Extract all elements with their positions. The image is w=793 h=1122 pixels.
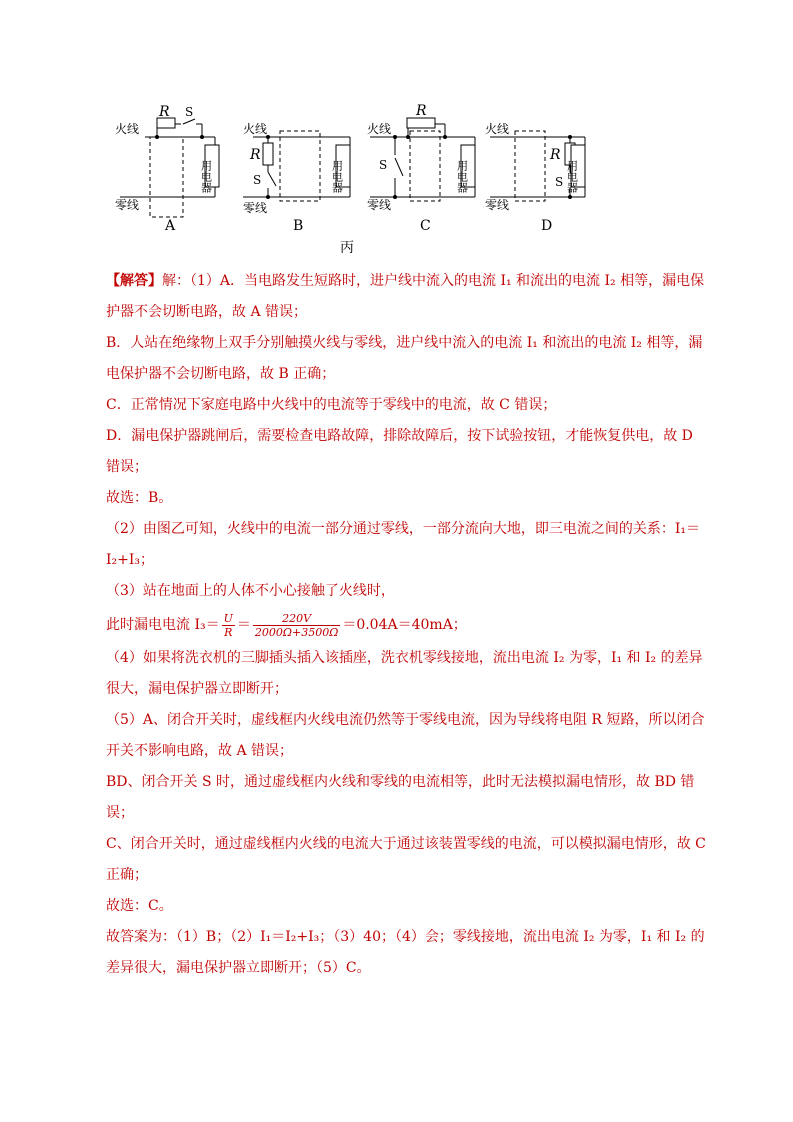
panel-label-a: A bbox=[165, 218, 176, 234]
switch-label-a: S bbox=[185, 105, 194, 119]
switch-label-d: S bbox=[555, 175, 564, 189]
formula-result: ＝0.04A＝40mA； bbox=[342, 617, 467, 633]
resistor-label-c: R bbox=[416, 103, 427, 119]
answer-paragraph-13: 故选：C。 bbox=[106, 898, 173, 914]
answer-section bbox=[106, 266, 706, 984]
fraction-numerator: 220V bbox=[253, 612, 340, 626]
circuit-diagram-svg bbox=[105, 100, 715, 260]
appliance-label-c: 用电器 bbox=[455, 160, 469, 193]
fraction-numerator: U bbox=[223, 611, 233, 625]
circuit-diagrams bbox=[105, 100, 715, 260]
answer-paragraph-2: B．人站在绝缘物上双手分别触摸火线与零线，进户线中流入的电流 I₁ 和流出的电流 I₂ 相等，漏电保护器不会切断电路，故 B 正确； bbox=[106, 335, 703, 382]
answer-paragraph-1 bbox=[106, 266, 706, 328]
appliance-label-d: 用电器 bbox=[565, 160, 579, 193]
fraction-denominator: 2000Ω+3500Ω bbox=[254, 625, 339, 639]
answer-paragraph-3: C．正常情况下家庭电路中火线中的电流等于零线中的电流，故 C 错误； bbox=[106, 397, 557, 413]
panel-label-d: D bbox=[541, 218, 553, 234]
appliance-label-a: 用电器 bbox=[199, 160, 213, 193]
formula-equals: ＝ bbox=[236, 617, 251, 633]
answer-paragraph-5: 故选：B。 bbox=[106, 490, 173, 506]
neutral-wire-label-d: 零线 bbox=[485, 198, 510, 212]
answer-paragraph-7: （3）站在地面上的人体不小心接触了火线时， bbox=[106, 583, 395, 599]
panel-label-c: C bbox=[420, 218, 431, 234]
formula-prefix: 此时漏电电流 I₃＝ bbox=[106, 617, 220, 633]
answer-paragraph-10: （5）A、闭合开关时，虚线框内火线电流仍然等于零线电流，因为导线将电阻 R 短路，所以闭合开关不影响电路，故 A 错误； bbox=[106, 712, 705, 759]
answer-text-1: 解：（1）A．当电路发生短路时，进户线中流入的电流 I₁ 和流出的电流 I₂ 相等，漏电保护器不会切断电路，故 A 错误； bbox=[106, 273, 705, 320]
live-wire-label-a: 火线 bbox=[115, 122, 140, 136]
answer-paragraph-8 bbox=[106, 607, 706, 643]
fraction-u-over-r bbox=[222, 612, 235, 639]
figure-caption: 丙 bbox=[340, 240, 354, 256]
resistor-label-d: R bbox=[550, 147, 561, 163]
neutral-wire-label-a: 零线 bbox=[115, 198, 140, 212]
switch-label-c: S bbox=[379, 158, 388, 172]
resistor-label-b: R bbox=[250, 147, 261, 163]
answer-paragraph-6: （2）由图乙可知，火线中的电流一部分通过零线，一部分流向大地，即三电流之间的关系：I₁＝I₂+I₃； bbox=[106, 521, 701, 568]
answer-paragraph-4: D．漏电保护器跳闸后，需要检查电路故障，排除故障后，按下试验按钮，才能恢复供电，故 D 错误； bbox=[106, 428, 693, 475]
answer-paragraph-14: 故答案为：（1）B；（2）I₁＝I₂+I₃；（3）40；（4）会；零线接地，流出电流 I₂ 为零，I₁ 和 I₂ 的差异很大，漏电保护器立即断开；（5）C。 bbox=[106, 929, 705, 976]
fraction-denominator: R bbox=[224, 625, 233, 639]
neutral-wire-label-b: 零线 bbox=[243, 201, 268, 215]
neutral-wire-label-c: 零线 bbox=[367, 198, 392, 212]
answer-paragraph-9: （4）如果将洗衣机的三脚插头插入该插座，洗衣机零线接地，流出电流 I₂ 为零，I₁ 和 I₂ 的差异很大，漏电保护器立即断开； bbox=[106, 650, 703, 697]
answer-paragraph-12: C、闭合开关时，通过虚线框内火线的电流大于通过该装置零线的电流，可以模拟漏电情形，故 C 正确； bbox=[106, 836, 706, 883]
answer-paragraph-11: BD、闭合开关 S 时，通过虚线框内火线和零线的电流相等，此时无法模拟漏电情形，故 BD 错误； bbox=[106, 774, 695, 821]
appliance-label-b: 用电器 bbox=[330, 160, 344, 193]
live-wire-label-d: 火线 bbox=[485, 122, 510, 136]
fraction-values bbox=[253, 612, 340, 639]
live-wire-label-b: 火线 bbox=[243, 122, 268, 136]
answer-tag: 【解答】 bbox=[106, 273, 162, 289]
resistor-label-a: R bbox=[159, 104, 170, 120]
panel-label-b: B bbox=[293, 218, 304, 234]
switch-label-b: S bbox=[253, 173, 262, 187]
live-wire-label-c: 火线 bbox=[367, 122, 392, 136]
